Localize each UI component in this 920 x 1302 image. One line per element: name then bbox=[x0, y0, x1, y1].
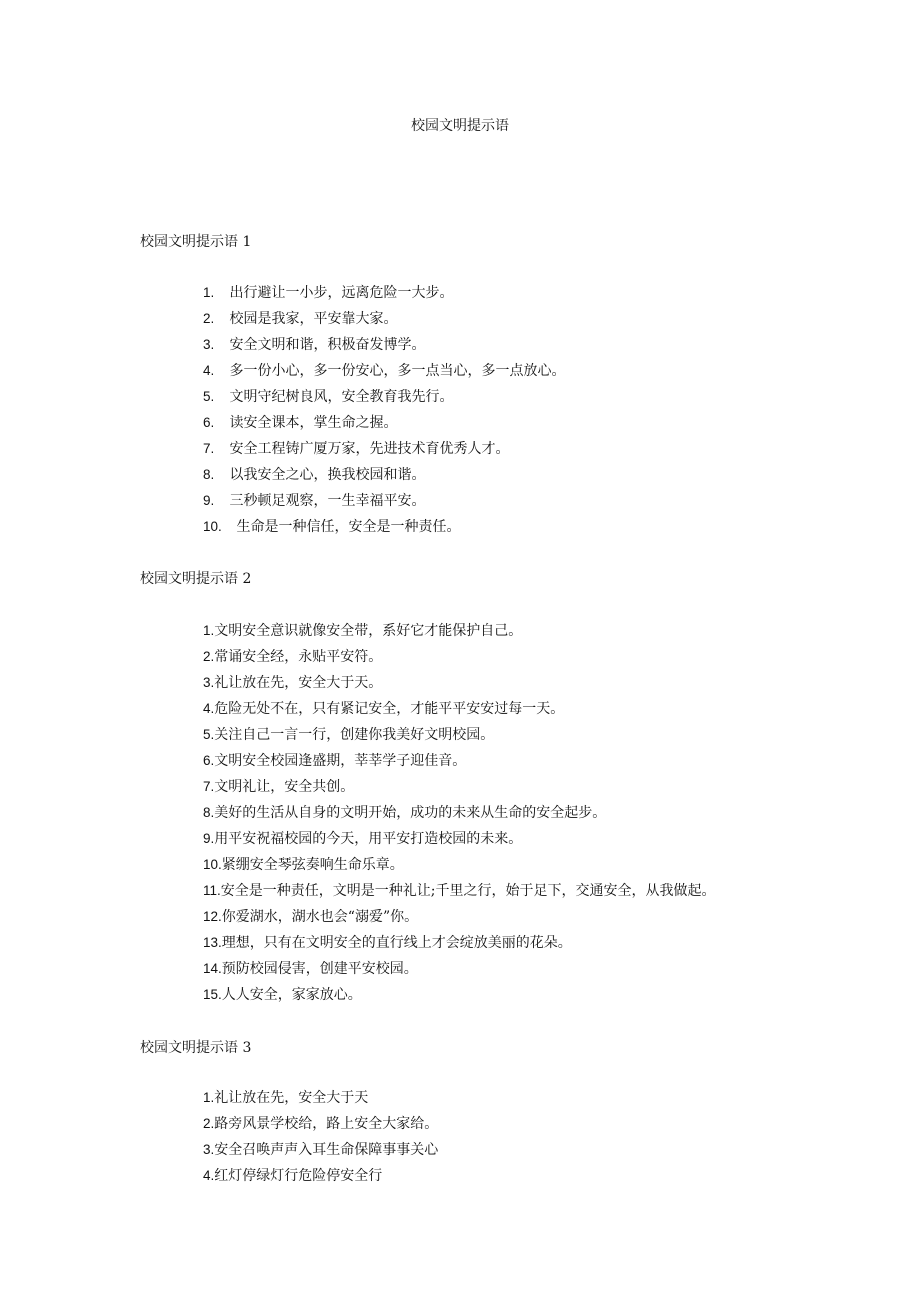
list-item: 14.预防校园侵害，创建平安校园。 bbox=[203, 961, 418, 977]
tips-list-3 bbox=[203, 1085, 438, 1189]
list-item: 3.安全召唤声声入耳生命保障事事关心 bbox=[203, 1142, 439, 1158]
list-item: 3.礼让放在先，安全大于天。 bbox=[203, 675, 383, 691]
list-item: 13.理想，只有在文明安全的直行线上才会绽放美丽的花朵。 bbox=[203, 935, 572, 951]
list-item: 15.人人安全，家家放心。 bbox=[203, 987, 362, 1003]
section-heading-2: 校园文明提示语 2 bbox=[140, 571, 252, 587]
section-heading-3: 校园文明提示语 3 bbox=[140, 1040, 252, 1056]
list-item: 5.关注自己一言一行，创建你我美好文明校园。 bbox=[203, 727, 495, 743]
list-item: 5. 文明守纪树良风，安全教育我先行。 bbox=[203, 389, 454, 405]
list-item: 2.路旁风景学校给，路上安全大家给。 bbox=[203, 1116, 439, 1132]
document-title: 校园文明提示语 bbox=[411, 118, 509, 134]
list-item: 1. 出行避让一小步，远离危险一大步。 bbox=[203, 285, 454, 301]
list-item: 11.安全是一种责任，文明是一种礼让;千里之行，始于足下，交通安全，从我做起。 bbox=[203, 883, 716, 899]
list-item: 12.你爱湖水，湖水也会“溺爱”你。 bbox=[203, 909, 419, 925]
list-item: 8.美好的生活从自身的文明开始，成功的未来从生命的安全起步。 bbox=[203, 805, 607, 821]
tips-list-2 bbox=[203, 618, 715, 1008]
list-item: 4.红灯停绿灯行危险停安全行 bbox=[203, 1168, 383, 1184]
list-item: 10. 生命是一种信任，安全是一种责任。 bbox=[203, 519, 461, 535]
list-item: 6.文明安全校园逢盛期，莘莘学子迎佳音。 bbox=[203, 753, 467, 769]
list-item: 8. 以我安全之心，换我校园和谐。 bbox=[203, 467, 426, 483]
list-item: 3. 安全文明和谐，积极奋发博学。 bbox=[203, 337, 426, 353]
list-item: 4.危险无处不在，只有紧记安全，才能平平安安过每一天。 bbox=[203, 701, 565, 717]
section-heading-1: 校园文明提示语 1 bbox=[140, 234, 252, 250]
list-item: 7. 安全工程铸广厦万家，先进技术育优秀人才。 bbox=[203, 441, 510, 457]
list-item: 9.用平安祝福校园的今天，用平安打造校园的未来。 bbox=[203, 831, 523, 847]
list-item: 6. 读安全课本，掌生命之握。 bbox=[203, 415, 398, 431]
list-item: 1.文明安全意识就像安全带，系好它才能保护自己。 bbox=[203, 623, 523, 639]
list-item: 7.文明礼让，安全共创。 bbox=[203, 779, 355, 795]
list-item: 9. 三秒顿足观察，一生幸福平安。 bbox=[203, 493, 426, 509]
list-item: 2. 校园是我家，平安靠大家。 bbox=[203, 311, 398, 327]
tips-list-1 bbox=[203, 280, 565, 540]
list-item: 4. 多一份小心，多一份安心，多一点当心，多一点放心。 bbox=[203, 363, 566, 379]
list-item: 2.常诵安全经，永贴平安符。 bbox=[203, 649, 383, 665]
list-item: 1.礼让放在先，安全大于天 bbox=[203, 1090, 369, 1106]
list-item: 10.紧绷安全琴弦奏响生命乐章。 bbox=[203, 857, 404, 873]
